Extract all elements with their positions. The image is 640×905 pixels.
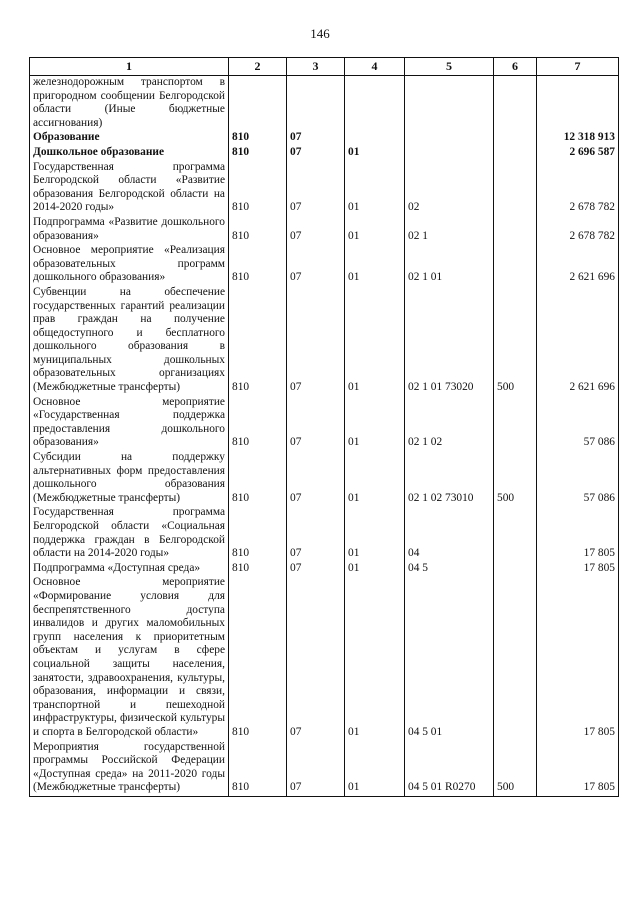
row-subsection-code: 01: [345, 506, 405, 561]
row-subsection-code: [345, 76, 405, 132]
row-expense-type: [494, 161, 537, 216]
row-ministry-code: 810: [229, 576, 287, 740]
row-description: Основное мероприятие «Государственная поддержка предоставления дошкольного образования»: [30, 396, 229, 451]
row-subsection-code: [345, 131, 405, 146]
table-row: [30, 244, 619, 286]
row-description: Государственная программа Белгородской области «Развитие образования Белгородской области на 2014-2020 годы»: [30, 161, 229, 216]
row-subsection-code: 01: [345, 146, 405, 161]
row-subsection-code: 01: [345, 286, 405, 396]
table-row: [30, 131, 619, 146]
row-section-code: 07: [287, 146, 345, 161]
row-target-code: 04 5: [405, 562, 494, 577]
row-description: Субвенции на обеспечение государственных гарантий реализации прав граждан на получение общедоступного и бесплатного дошкольного образования в муниципальных дошкольных образовательных организациях (Межбюджетные трансферты): [30, 286, 229, 396]
column-header: 1: [30, 58, 229, 76]
table-row: [30, 396, 619, 451]
row-amount: 2 621 696: [537, 244, 619, 286]
column-header: 3: [287, 58, 345, 76]
row-expense-type: 500: [494, 286, 537, 396]
table-row: [30, 506, 619, 561]
row-ministry-code: 810: [229, 146, 287, 161]
column-header: 2: [229, 58, 287, 76]
row-target-code: 02 1 01: [405, 244, 494, 286]
row-subsection-code: 01: [345, 741, 405, 797]
row-expense-type: [494, 131, 537, 146]
row-amount: 2 696 587: [537, 146, 619, 161]
row-ministry-code: 810: [229, 216, 287, 244]
row-target-code: [405, 131, 494, 146]
row-amount: 17 805: [537, 576, 619, 740]
row-ministry-code: 810: [229, 161, 287, 216]
table-row: [30, 576, 619, 740]
row-amount: 57 086: [537, 451, 619, 506]
row-description: Основное мероприятие «Формирование условия для беспрепятственного доступа инвалидов и других маломобильных групп населения к приоритетным объектам и услугам в сфере социальной защиты населения, занятости, здравоохранения, культуры, образования, информации и связи, транспортной и пешеходной инфраструктуры, физической культуры и спорта в Белгородской области»: [30, 576, 229, 740]
row-expense-type: [494, 146, 537, 161]
row-description: Основное мероприятие «Реализация образовательных программ дошкольного образования»: [30, 244, 229, 286]
row-expense-type: 500: [494, 451, 537, 506]
table-header-row: [30, 58, 619, 76]
row-ministry-code: 810: [229, 506, 287, 561]
row-subsection-code: 01: [345, 451, 405, 506]
row-target-code: 04 5 01: [405, 576, 494, 740]
row-section-code: 07: [287, 396, 345, 451]
budget-table: [29, 57, 619, 797]
table-row: [30, 741, 619, 797]
row-subsection-code: 01: [345, 244, 405, 286]
row-description: железнодорожным транспортом в пригородном сообщении Белгородской области (Иные бюджетные ассигнования): [30, 76, 229, 132]
row-description: Дошкольное образование: [30, 146, 229, 161]
row-ministry-code: 810: [229, 396, 287, 451]
row-expense-type: 500: [494, 741, 537, 797]
table-row: [30, 76, 619, 132]
row-amount: 2 621 696: [537, 286, 619, 396]
row-section-code: 07: [287, 506, 345, 561]
row-target-code: [405, 76, 494, 132]
row-amount: 2 678 782: [537, 216, 619, 244]
page-number: 146: [310, 26, 330, 41]
table-body: [30, 76, 619, 797]
row-target-code: 04 5 01 R0270: [405, 741, 494, 797]
row-expense-type: [494, 576, 537, 740]
column-header: 4: [345, 58, 405, 76]
row-description: Мероприятия государственной программы Российской Федерации «Доступная среда» на 2011-2020 годы (Межбюджетные трансферты): [30, 741, 229, 797]
row-section-code: 07: [287, 576, 345, 740]
row-target-code: 02 1: [405, 216, 494, 244]
column-header: 7: [537, 58, 619, 76]
row-amount: 17 805: [537, 562, 619, 577]
column-header: 6: [494, 58, 537, 76]
row-amount: 12 318 913: [537, 131, 619, 146]
row-target-code: 02 1 02: [405, 396, 494, 451]
row-subsection-code: 01: [345, 216, 405, 244]
row-ministry-code: 810: [229, 741, 287, 797]
table-row: [30, 161, 619, 216]
row-amount: 17 805: [537, 741, 619, 797]
row-target-code: [405, 146, 494, 161]
row-section-code: 07: [287, 244, 345, 286]
table-row: [30, 216, 619, 244]
row-subsection-code: 01: [345, 576, 405, 740]
row-expense-type: [494, 76, 537, 132]
row-section-code: 07: [287, 451, 345, 506]
row-ministry-code: 810: [229, 244, 287, 286]
row-section-code: 07: [287, 131, 345, 146]
row-expense-type: [494, 562, 537, 577]
row-description: Подпрограмма «Доступная среда»: [30, 562, 229, 577]
row-section-code: [287, 76, 345, 132]
row-amount: 17 805: [537, 506, 619, 561]
row-expense-type: [494, 396, 537, 451]
row-ministry-code: 810: [229, 562, 287, 577]
row-section-code: 07: [287, 216, 345, 244]
row-section-code: 07: [287, 741, 345, 797]
row-description: Субсидии на поддержку альтернативных форм предоставления дошкольного образования (Межбюджетные трансферты): [30, 451, 229, 506]
row-amount: [537, 76, 619, 132]
row-section-code: 07: [287, 562, 345, 577]
row-ministry-code: 810: [229, 286, 287, 396]
table-row: [30, 146, 619, 161]
row-subsection-code: 01: [345, 562, 405, 577]
row-expense-type: [494, 506, 537, 561]
row-expense-type: [494, 244, 537, 286]
row-description: Образование: [30, 131, 229, 146]
row-expense-type: [494, 216, 537, 244]
row-description: Подпрограмма «Развитие дошкольного образования»: [30, 216, 229, 244]
table-row: [30, 562, 619, 577]
row-target-code: 02 1 02 73010: [405, 451, 494, 506]
row-section-code: 07: [287, 161, 345, 216]
row-subsection-code: 01: [345, 161, 405, 216]
row-ministry-code: 810: [229, 451, 287, 506]
row-section-code: 07: [287, 286, 345, 396]
column-header: 5: [405, 58, 494, 76]
row-subsection-code: 01: [345, 396, 405, 451]
row-amount: 2 678 782: [537, 161, 619, 216]
row-target-code: 02 1 01 73020: [405, 286, 494, 396]
row-target-code: 02: [405, 161, 494, 216]
table-row: [30, 286, 619, 396]
row-ministry-code: [229, 76, 287, 132]
row-description: Государственная программа Белгородской области «Социальная поддержка граждан в Белгородской области на 2014-2020 годы»: [30, 506, 229, 561]
row-ministry-code: 810: [229, 131, 287, 146]
table-row: [30, 451, 619, 506]
row-target-code: 04: [405, 506, 494, 561]
row-amount: 57 086: [537, 396, 619, 451]
